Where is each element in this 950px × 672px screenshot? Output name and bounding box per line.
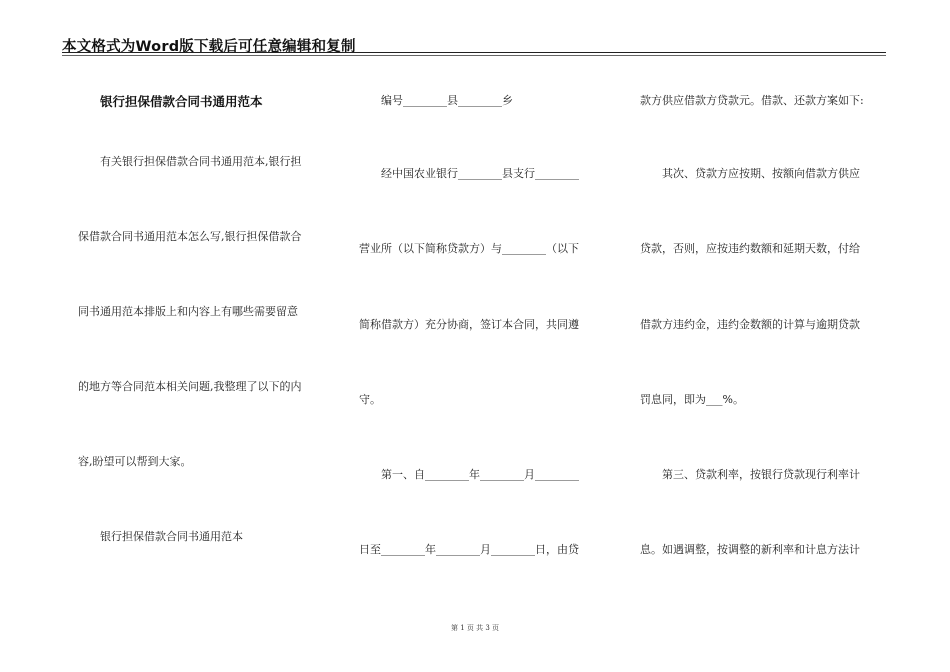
header-rule-thin [62,55,886,56]
paragraph-line: 容,盼望可以帮到大家。 [78,455,192,468]
document-header: 本文格式为Word版下载后可任意编辑和复制 [62,39,356,55]
paragraph-line: 有关银行担保借款合同书通用范本,银行担 [100,155,302,168]
paragraph-line: 同书通用范本排版上和内容上有哪些需要留意 [78,305,298,318]
paragraph-line: 第一、自________年________月________ [381,468,579,481]
paragraph-line: 日至________年________月________日，由贷 [359,543,579,556]
paragraph-line: 简称借款方）充分协商，签订本合同，共同遵 [359,318,579,331]
paragraph-line: 保借款合同书通用范本怎么写,银行担保借款合 [78,230,302,243]
paragraph-line: 的地方等合同范本相关问题,我整理了以下的内 [78,380,302,393]
document-title: 银行担保借款合同书通用范本 [100,94,263,109]
header-rule [62,52,886,53]
paragraph-line: 经中国农业银行________县支行________ [381,167,579,180]
paragraph-line: 编号________县________乡 [381,94,513,107]
paragraph-line: 款方供应借款方贷款元。借款、还款方案如下: [640,94,864,107]
paragraph-line: 银行担保借款合同书通用范本 [100,530,243,543]
page-number: 第 1 页 共 3 页 [450,624,500,632]
paragraph-line: 守。 [359,393,381,406]
paragraph-line: 第三、贷款利率，按银行贷款现行利率计 [662,468,860,481]
paragraph-line: 息。如遇调整，按调整的新利率和计息方法计 [640,543,860,556]
paragraph-line: 罚息同，即为___%。 [640,393,744,406]
paragraph-line: 贷款，否则，应按违约数额和延期天数，付给 [640,242,860,255]
paragraph-line: 营业所（以下简称贷款方）与________（以下 [359,242,579,255]
paragraph-line: 借款方违约金，违约金数额的计算与逾期贷款 [640,318,860,331]
paragraph-line: 其次、贷款方应按期、按额向借款方供应 [662,167,860,180]
